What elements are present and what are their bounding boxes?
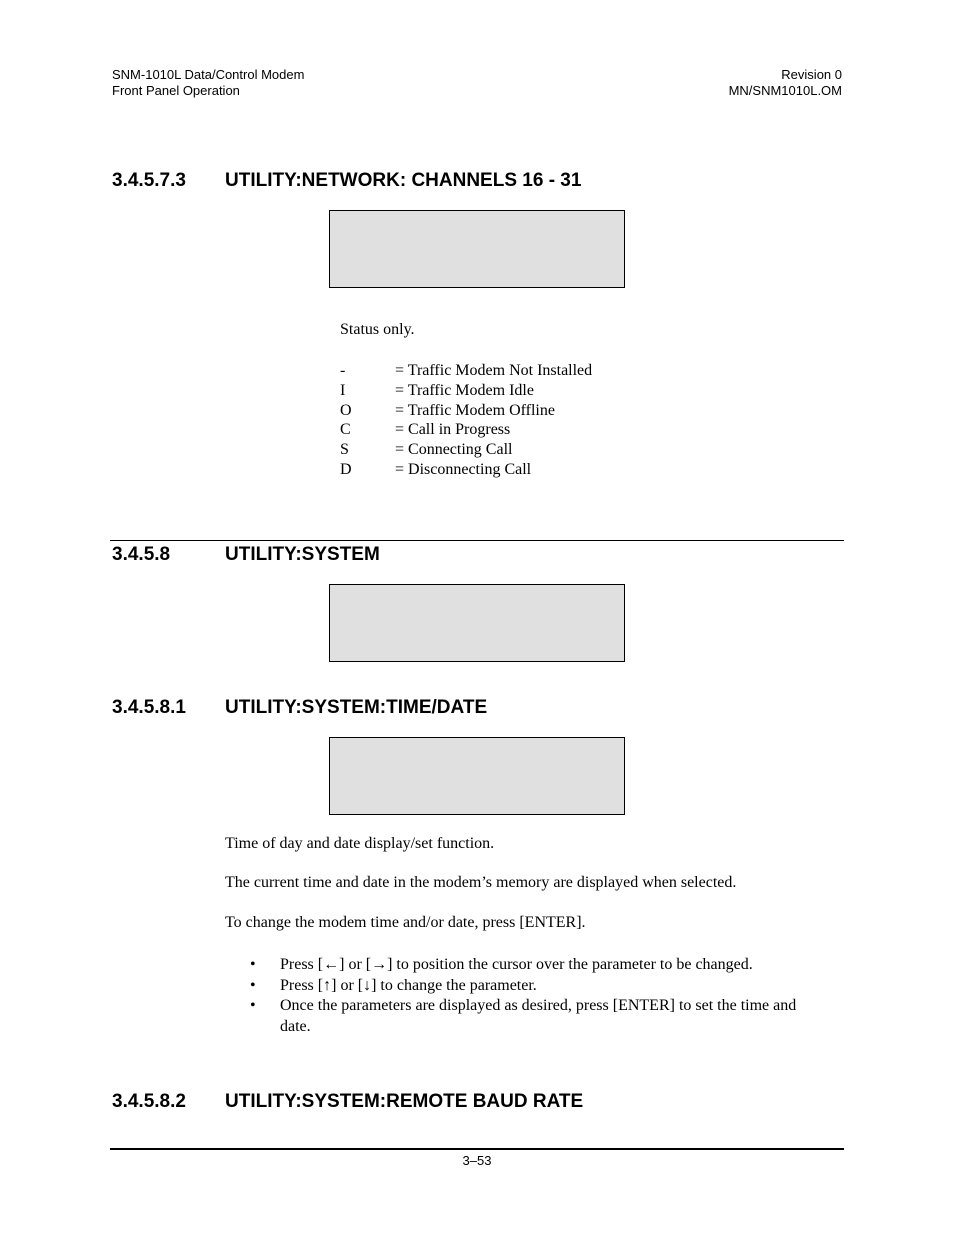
time-date-current: The current time and date in the modem’s memory are displayed when selected. <box>225 874 737 891</box>
list-item <box>250 996 830 1037</box>
legend-meaning: = Traffic Modem Offline <box>395 401 555 419</box>
legend-meaning: = Traffic Modem Idle <box>395 381 534 399</box>
list-item-text: Press [↑] or [↓] to change the parameter. <box>280 976 537 994</box>
section-heading-system <box>112 544 380 566</box>
page-number: 3–53 <box>462 1153 492 1168</box>
status-legend <box>340 361 592 480</box>
lcd-display-channels <box>329 210 625 288</box>
section-title: UTILITY:NETWORK: CHANNELS 16 - 31 <box>225 170 582 191</box>
bullet-icon: • <box>250 976 256 994</box>
list-item <box>250 976 830 997</box>
legend-meaning: = Connecting Call <box>395 441 513 459</box>
section-title: UTILITY:SYSTEM:TIME/DATE <box>225 697 488 718</box>
section-divider <box>110 540 844 541</box>
lcd-display-system <box>329 584 625 662</box>
section-number: 3.4.5.8.2 <box>112 1091 186 1112</box>
section-title: UTILITY:SYSTEM:REMOTE BAUD RATE <box>225 1091 584 1112</box>
time-date-change-instruction: To change the modem time and/or date, press [ENTER]. <box>225 914 586 931</box>
legend-symbol: D <box>340 460 352 478</box>
list-item-text: Once the parameters are displayed as desired, press [ENTER] to set the time and date. <box>280 997 797 1035</box>
list-item-text: Press [←] or [→] to position the cursor over the parameter to be changed. <box>280 956 753 973</box>
legend-row <box>340 460 592 480</box>
doc-title: SNM-1010L Data/Control Modem <box>112 67 305 82</box>
legend-symbol: I <box>340 381 346 399</box>
section-title: UTILITY:SYSTEM <box>225 544 380 565</box>
section-heading-channels <box>112 170 581 192</box>
legend-row <box>340 381 592 401</box>
legend-symbol: O <box>340 401 352 419</box>
bullet-icon: • <box>250 956 256 973</box>
legend-row <box>340 440 592 460</box>
section-number: 3.4.5.8.1 <box>112 697 186 718</box>
legend-row <box>340 361 592 381</box>
section-number: 3.4.5.7.3 <box>112 170 186 191</box>
section-number: 3.4.5.8 <box>112 544 171 565</box>
section-heading-remote-baud-rate <box>112 1091 583 1113</box>
legend-row <box>340 420 592 440</box>
legend-symbol: S <box>340 441 349 459</box>
header-left <box>112 67 304 99</box>
bullet-icon: • <box>250 997 256 1014</box>
lcd-display-time-date <box>329 737 625 815</box>
legend-meaning: = Traffic Modem Not Installed <box>395 362 593 379</box>
legend-symbol: - <box>340 362 346 379</box>
status-text: Status only. <box>340 321 415 338</box>
time-date-description: Time of day and date display/set function. <box>225 835 495 852</box>
doc-number: MN/SNM1010L.OM <box>728 83 842 98</box>
chapter-title: Front Panel Operation <box>112 83 240 98</box>
legend-meaning: = Disconnecting Call <box>395 460 532 478</box>
instruction-list <box>250 955 830 1037</box>
legend-meaning: = Call in Progress <box>395 421 511 439</box>
header-right <box>729 67 842 99</box>
legend-row <box>340 401 592 421</box>
list-item <box>250 955 830 976</box>
revision: Revision 0 <box>781 67 842 82</box>
legend-symbol: C <box>340 421 351 439</box>
section-heading-time-date <box>112 697 487 719</box>
footer-rule <box>110 1148 844 1150</box>
